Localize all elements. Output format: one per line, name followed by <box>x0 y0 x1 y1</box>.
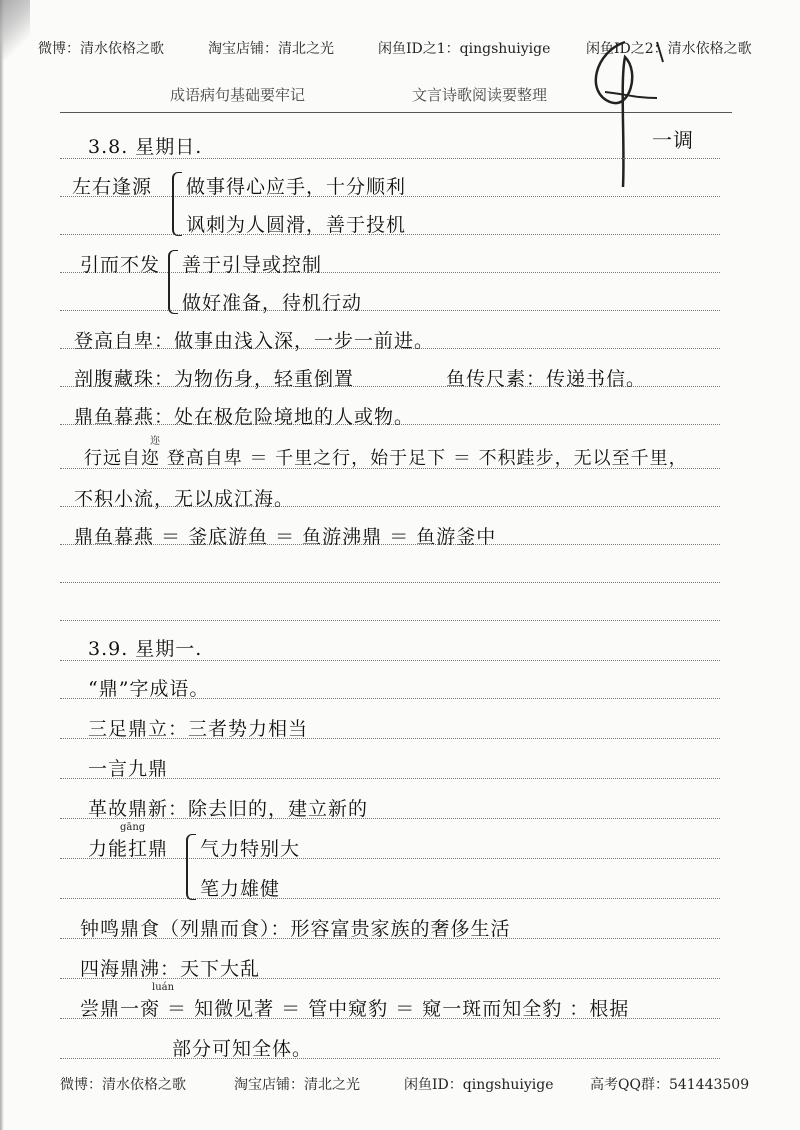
idiom-line: 四海鼎沸：天下大乱 <box>80 958 261 980</box>
idiom-term: 引而不发 <box>80 254 161 276</box>
idiom-meaning: 做事得心应手，十分顺利 <box>186 176 407 198</box>
idiom-line: “鼎”字成语。 <box>88 678 210 700</box>
header-xianyu-2: 闲鱼ID之2：清水依格之歌 <box>586 41 752 57</box>
idiom-meaning: 笔力雄健 <box>200 878 281 900</box>
subheader-right: 文言诗歌阅读要整理 <box>412 86 548 104</box>
idiom-line: 尝鼎一脔 ＝ 知微见著 ＝ 管中窥豹 ＝ 窥一斑而知全豹 ：根据 <box>80 998 630 1020</box>
ruled-line <box>60 582 720 583</box>
idiom-line: 一言九鼎 <box>88 758 169 780</box>
pinyin-annotation: luán <box>152 982 175 993</box>
section-date: 3.9. 星期一. <box>88 638 203 660</box>
idiom-line: 部分可知全体。 <box>172 1038 313 1060</box>
scan-corner-shadow <box>0 0 30 60</box>
footer-taobao: 淘宝店铺：清北之光 <box>234 1077 360 1093</box>
ruled-line <box>60 898 720 899</box>
idiom-term: 力能扛鼎 <box>88 838 169 860</box>
idiom-line: 剖腹藏珠：为物伤身，轻重倒置 <box>74 368 355 390</box>
header-weibo: 微博：清水依格之歌 <box>38 41 164 57</box>
brace-icon <box>172 172 182 236</box>
footer-weibo: 微博：清水依格之歌 <box>60 1077 186 1093</box>
page-spine-shadow <box>0 0 4 1130</box>
header-xianyu-1: 闲鱼ID之1：qingshuiyige <box>378 41 551 57</box>
corner-mark: 一调 <box>652 128 694 152</box>
idiom-term: 左右逢源 <box>72 176 153 198</box>
ruled-line <box>60 1058 720 1059</box>
idiom-line-extra: 鱼传尺素：传递书信。 <box>446 368 647 390</box>
idiom-meaning: 善于引导或控制 <box>182 254 323 276</box>
idiom-line: 钟鸣鼎食（列鼎而食）：形容富贵家族的奢侈生活 <box>80 918 511 940</box>
idiom-meaning: 讽刺为人圆滑，善于投机 <box>186 214 407 236</box>
brace-icon <box>186 834 196 900</box>
ruled-line <box>60 620 720 621</box>
header-taobao: 淘宝店铺：清北之光 <box>208 41 334 57</box>
idiom-line: 行远自迩 登高自卑 ＝ 千里之行，始于足下 ＝ 不积跬步，无以至千里， <box>84 448 688 469</box>
brace-icon <box>168 250 178 314</box>
idiom-meaning: 气力特别大 <box>200 838 301 860</box>
idiom-line: 三足鼎立：三者势力相当 <box>88 718 309 740</box>
idiom-line: 不积小流，无以成江海。 <box>74 488 295 510</box>
idiom-meaning: 做好准备，待机行动 <box>182 292 363 314</box>
idiom-line: 鼎鱼幕燕：处在极危险境地的人或物。 <box>74 406 415 428</box>
idiom-line: 登高自卑：做事由浅入深，一步一前进。 <box>74 330 435 352</box>
pinyin-annotation: gāng <box>120 822 146 833</box>
subheader-left: 成语病句基础要牢记 <box>170 86 306 104</box>
idiom-line: 革故鼎新：除去旧的，建立新的 <box>88 798 369 820</box>
annotation-note: 迩 <box>150 436 160 447</box>
handwritten-scribble-icon <box>565 22 735 192</box>
footer-xianyu: 闲鱼ID：qingshuiyige <box>404 1077 554 1093</box>
section-date: 3.8. 星期日. <box>88 136 203 158</box>
ruled-line <box>60 310 720 311</box>
idiom-line: 鼎鱼幕燕 ＝ 釜底游鱼 ＝ 鱼游沸鼎 ＝ 鱼游釜中 <box>74 526 497 548</box>
footer-qq: 高考QQ群：541443509 <box>590 1077 750 1093</box>
